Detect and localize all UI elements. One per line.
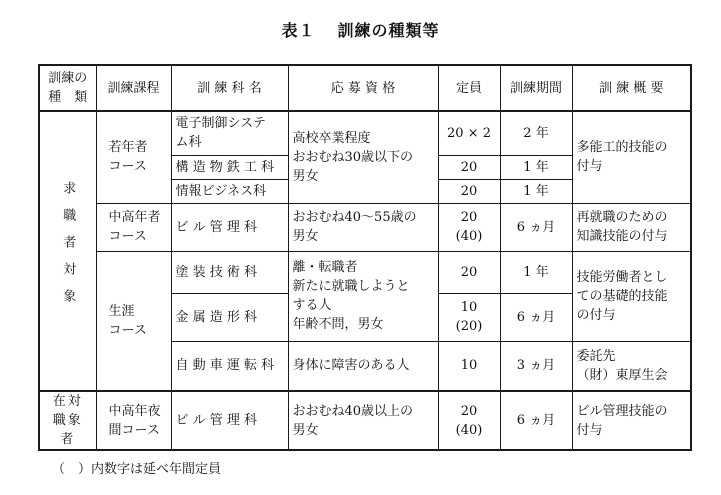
subject-cell: 構 造 物 鉄 工 科 — [171, 155, 288, 179]
table-caption: 訓練の種類等 — [337, 21, 440, 40]
capacity-cell: 20 (40) — [438, 391, 500, 450]
summary-cell: 技能労働者とし ての基礎的技能 の付与 — [572, 251, 691, 341]
group-job-seekers: 求職者対象 — [39, 111, 96, 391]
period-cell: 1 年 — [500, 179, 572, 203]
table-title — [0, 18, 721, 41]
course-cell: 中高年者 コース — [96, 203, 171, 251]
period-cell: 3 ヵ月 — [500, 341, 572, 391]
capacity-cell: 20 — [438, 179, 500, 203]
table-row — [39, 203, 691, 251]
period-cell: 6 ヵ月 — [500, 293, 572, 341]
summary-cell: 多能工的技能の 付与 — [572, 111, 691, 203]
subject-cell: ビ ル 管 理 科 — [171, 391, 288, 450]
header-capacity: 定員 — [438, 65, 500, 111]
qualification-cell: おおむね40～55歳の 男女 — [288, 203, 438, 251]
capacity-cell: 20 (40) — [438, 203, 500, 251]
period-cell: 2 年 — [500, 111, 572, 155]
qualification-cell: 離・転職者 新たに就職しようと する人 年齢不問，男女 — [288, 251, 438, 341]
course-cell: 生涯 コース — [96, 251, 171, 391]
summary-cell: 委託先 （財）東厚生会 — [572, 341, 691, 391]
subject-cell: ビ ル 管 理 科 — [171, 203, 288, 251]
qualification-cell: 身体に障害のある人 — [288, 341, 438, 391]
table-number: 表１ — [281, 21, 316, 40]
header-qualification: 応 募 資 格 — [288, 65, 438, 111]
table-row — [39, 251, 691, 293]
training-table — [38, 64, 692, 451]
header-summary: 訓 練 概 要 — [572, 65, 691, 111]
header-course: 訓練課程 — [96, 65, 171, 111]
course-cell: 中高年夜 間コース — [96, 391, 171, 450]
capacity-cell: 10 — [438, 341, 500, 391]
period-cell: 1 年 — [500, 155, 572, 179]
period-cell: 6 ヵ月 — [500, 203, 572, 251]
footnote: （ ）内数字は延べ年間定員 — [52, 462, 222, 477]
qualification-cell: おおむね40歳以上の 男女 — [288, 391, 438, 450]
header-type: 訓練の 種 類 — [39, 65, 96, 111]
period-cell: 1 年 — [500, 251, 572, 293]
qualification-cell: 高校卒業程度 おおむね30歳以下の 男女 — [288, 111, 438, 203]
header-row — [39, 65, 691, 111]
subject-cell: 塗 装 技 術 科 — [171, 251, 288, 293]
subject-cell: 金 属 造 形 科 — [171, 293, 288, 341]
subject-cell: 電子制御システ ム科 — [171, 111, 288, 155]
summary-cell: 再就職のための 知識技能の付与 — [572, 203, 691, 251]
capacity-cell: 10 (20) — [438, 293, 500, 341]
period-cell: 6 ヵ月 — [500, 391, 572, 450]
table-row — [39, 111, 691, 155]
subject-cell: 自 動 車 運 転 科 — [171, 341, 288, 391]
summary-cell: ビル管理技能の 付与 — [572, 391, 691, 450]
capacity-cell: 20 × 2 — [438, 111, 500, 155]
capacity-cell: 20 — [438, 251, 500, 293]
table-row — [39, 391, 691, 450]
capacity-cell: 20 — [438, 155, 500, 179]
subject-cell: 情報ビジネス科 — [171, 179, 288, 203]
group-employed: 在対 職象 者 — [39, 391, 96, 450]
course-cell: 若年者 コース — [96, 111, 171, 203]
header-period: 訓練期間 — [500, 65, 572, 111]
header-subject: 訓 練 科 名 — [171, 65, 288, 111]
